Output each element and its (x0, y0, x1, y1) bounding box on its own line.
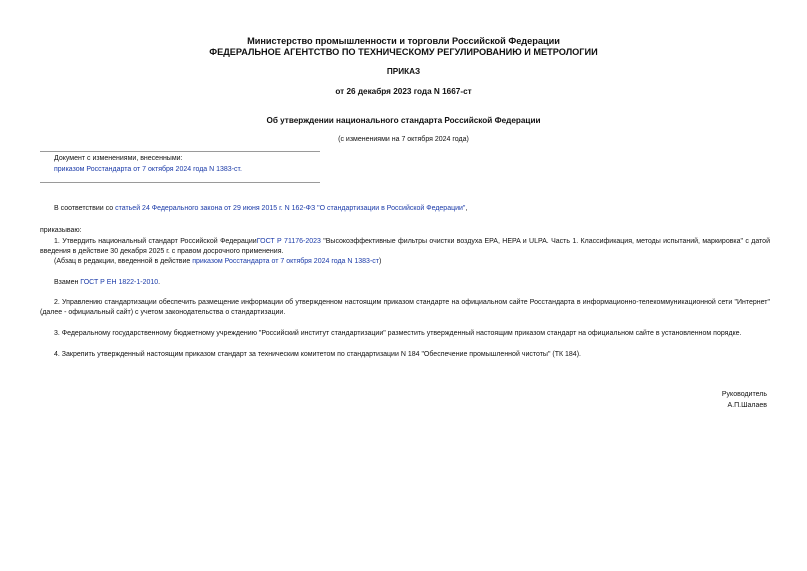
signature-name: А.П.Шалаев (727, 402, 767, 409)
replace-suffix: . (158, 279, 161, 286)
changes-box-text: Документ с изменениями, внесенными: (54, 155, 183, 162)
intro-suffix: , (465, 205, 468, 212)
document-title: Об утверждении национального стандарта Российской Федерации (266, 116, 541, 125)
paragraph-3: 3. Федеральному государственному бюджетному учреждению "Российский институт стандартизации" разместить утвержденный настоящим приказом стандарт на официальном сайте в установленном порядке. (54, 330, 742, 337)
ministry-heading: Министерство промышленности и торговли Российской Федерации (247, 36, 560, 46)
p1-prefix: 1. Утвердить национальный стандарт Российской Федерации (54, 238, 257, 245)
replacement-line (54, 278, 160, 288)
intro-paragraph (54, 204, 467, 214)
paragraph-2: 2. Управлению стандартизации обеспечить размещение информации об утвержденном настоящим приказом стандарте на официальном сайте Росстандарта в информационно-телекоммуникационной сети "Интернет" (далее - официальный сайт) с учетом законодательства о стандартизации. (40, 299, 770, 316)
agency-heading: ФЕДЕРАЛЬНОЕ АГЕНТСТВО ПО ТЕХНИЧЕСКОМУ РЕГУЛИРОВАНИЮ И МЕТРОЛОГИИ (209, 47, 598, 57)
changes-box-top-rule (40, 151, 320, 152)
paragraph-1 (40, 237, 770, 257)
gost-r-71176-link[interactable]: ГОСТ Р 71176-2023 (256, 238, 321, 245)
changes-box-link-line (54, 165, 242, 175)
doc-type-heading: ПРИКАЗ (386, 67, 421, 76)
federal-law-link[interactable]: статьей 24 Федерального закона от 29 июня 2015 г. N 162-ФЗ "О стандартизации в Российской Федерации" (115, 205, 466, 212)
amendment-order-link[interactable]: приказом Росстандарта от 7 октября 2024 года N 1383-ст. (54, 166, 242, 173)
date-number: от 26 декабря 2023 года N 1667-ст (335, 87, 472, 96)
p1-edit-suffix: ) (378, 258, 382, 265)
amendment-note: (с изменениями на 7 октября 2024 года) (338, 136, 469, 143)
edit-order-link[interactable]: приказом Росстандарта от 7 октября 2024 года N 1383-ст (192, 258, 379, 265)
paragraph-1-edit-note (54, 257, 381, 267)
order-word: приказываю: (40, 227, 82, 234)
replace-prefix: Взамен (54, 279, 81, 286)
signature-role: Руководитель (721, 391, 767, 398)
changes-box-bottom-rule (40, 182, 320, 183)
paragraph-4: 4. Закрепить утвержденный настоящим приказом стандарт за техническим комитетом по стандартизации N 184 "Обеспечение промышленной чистоты" (ТК 184). (54, 351, 581, 358)
p1-edit-prefix: (Абзац в редакции, введенной в действие (54, 258, 193, 265)
p1-suffix: "Высокоэффективные фильтры очистки воздуха EPA, HEPA и ULPA. Часть 1. Классификация, методы испытаний, маркировка" с датой введения в действие 30 декабря 2025 г. с правом досрочного применения. (40, 238, 770, 255)
intro-prefix: В соответствии со (54, 205, 116, 212)
gost-r-en-1822-link[interactable]: ГОСТ Р ЕН 1822-1-2010 (80, 279, 159, 286)
